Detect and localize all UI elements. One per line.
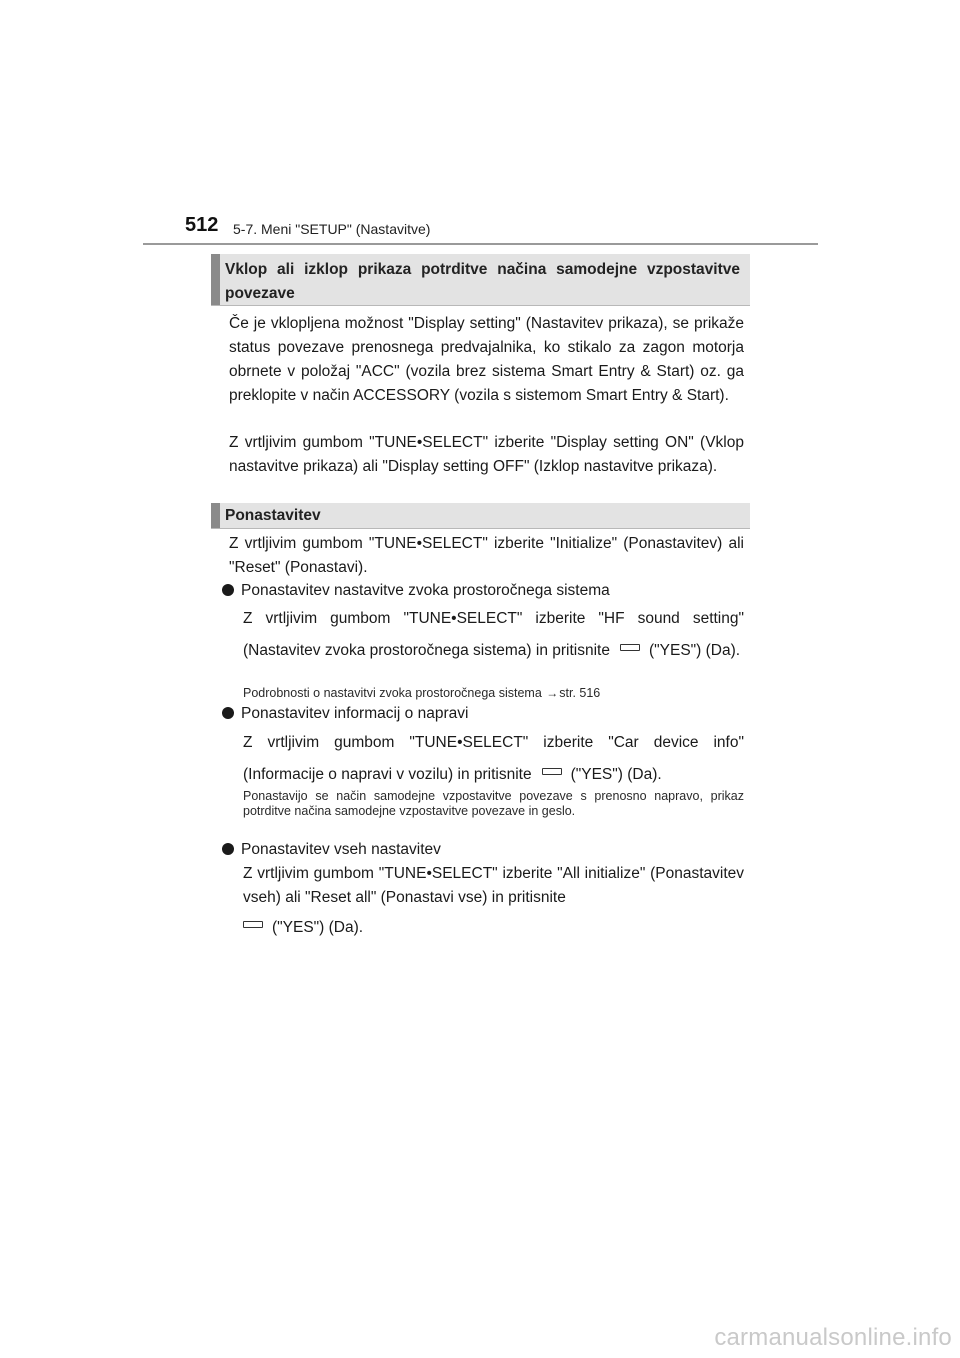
header-rule xyxy=(143,243,818,245)
paragraph-display-setting: Če je vklopljena možnost "Display setting" (Nastavitev prikaza), se prikaže status povezave prenosnega predvajalnika, ko stikalo za zagon motorja obrnete v položaj "ACC" (vozila brez sistema Smart Entry & Start) oz. ga preklopite v način ACCESSORY (vozila s sistemom Smart Entry & Start). xyxy=(229,315,744,404)
note-hf-sound: Podrobnosti o nastavitvi zvoka prostoročnega sistema →str. 516 xyxy=(243,686,601,700)
bullet-body-hf-sound: Z vrtljivim gumbom "TUNE•SELECT" izberite "HF sound setting" (Nastavitev zvoka prostoročnega sistema) in pritisnite ("YES") (Da). xyxy=(243,610,744,659)
section-heading-text: Ponastavitev xyxy=(225,507,321,524)
preset-button-icon xyxy=(243,921,263,928)
note-device-info: Ponastavijo se način samodejne vzpostavitve povezave s prenosno napravo, prikaz potrditve načina samodejne vzpostavitve povezave in geslo. xyxy=(243,789,744,818)
watermark: carmanualsonline.info xyxy=(714,1324,952,1351)
bullet-title: Ponastavitev nastavitve zvoka prostoročnega sistema xyxy=(241,582,610,599)
bullet-body-reset-all: Z vrtljivim gumbom "TUNE•SELECT" izberite "All initialize" (Ponastavitev vseh) ali "Reset all" (Ponastavi vse) in pritisnite ("YES") (Da). xyxy=(243,865,744,936)
paragraph-display-setting-select: Z vrtljivim gumbom "TUNE•SELECT" izberite "Display setting ON" (Vklop nastavitve prikaza) ali "Display setting OFF" (Izklop nastavitve prikaza). xyxy=(229,434,744,475)
section-heading-auto-connect xyxy=(211,254,750,306)
bullet-item-reset-all xyxy=(222,838,747,862)
page-number: 512 xyxy=(185,214,219,236)
paragraph-reset-intro: Z vrtljivim gumbom "TUNE•SELECT" izberite "Initialize" (Ponastavitev) ali "Reset" (Ponastavi). xyxy=(229,535,744,576)
preset-button-icon xyxy=(620,644,640,651)
section-heading-text: Vklop ali izklop prikaza potrditve načina samodejne vzpostavitve povezave xyxy=(225,261,740,302)
filled-circle-bullet-icon xyxy=(222,843,234,855)
preset-button-icon xyxy=(542,768,562,775)
bullet-title: Ponastavitev vseh nastavitev xyxy=(241,841,441,858)
filled-circle-bullet-icon xyxy=(222,584,234,596)
arrow-right-icon: → xyxy=(546,686,559,700)
page-reference: str. 516 xyxy=(559,686,601,700)
bullet-title: Ponastavitev informacij o napravi xyxy=(241,705,469,722)
filled-circle-bullet-icon xyxy=(222,707,234,719)
bullet-item-hf-sound xyxy=(222,579,747,603)
bullet-item-device-info xyxy=(222,702,747,726)
chapter-title: 5-7. Meni "SETUP" (Nastavitve) xyxy=(233,221,431,237)
section-heading-reset xyxy=(211,503,750,529)
bullet-body-device-info: Z vrtljivim gumbom "TUNE•SELECT" izberite "Car device info" (Informacije o napravi v vozilu) in pritisnite ("YES") (Da). xyxy=(243,734,744,783)
